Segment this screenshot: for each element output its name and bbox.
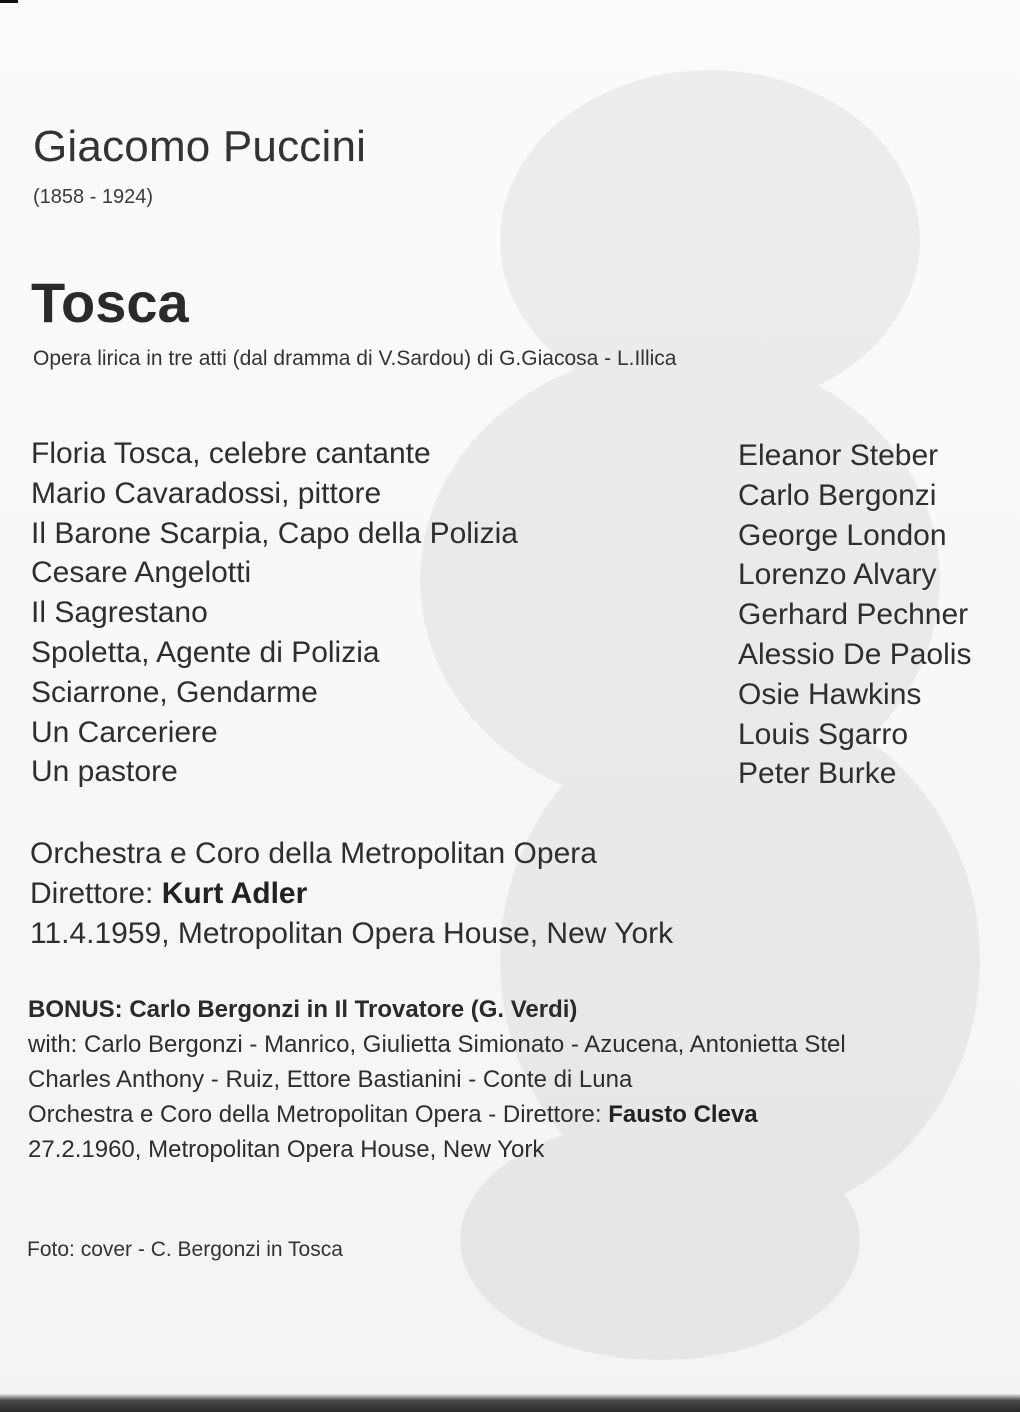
cast-singer: Osie Hawkins — [738, 677, 922, 711]
cast-singer: Eleanor Steber — [738, 439, 939, 472]
cast-role: Un Carceriere — [31, 715, 218, 749]
bonus-orchestra-line — [28, 1097, 846, 1132]
cast-role: Spoletta, Agente di Polizia — [31, 635, 380, 669]
bonus-block — [28, 992, 846, 1167]
cast-roles-list — [31, 434, 518, 792]
composer-dates: (1858 - 1924) — [33, 186, 154, 208]
cast-singer: Carlo Bergonzi — [738, 478, 937, 512]
bonus-orchestra-prefix: Orchestra e Coro della Metropolitan Opera - Direttore: — [28, 1101, 609, 1128]
scan-corner-mark — [0, 0, 18, 3]
cast-role: Il Sagrestano — [31, 596, 208, 630]
conductor-name: Kurt Adler — [161, 877, 308, 910]
orchestra-line: Orchestra e Coro della Metropolitan Opera — [30, 837, 597, 870]
bonus-performance-line: 27.2.1960, Metropolitan Opera House, New York — [28, 1136, 545, 1163]
conductor-prefix: Direttore: — [30, 877, 162, 910]
performance-line: 11.4.1959, Metropolitan Opera House, New York — [30, 917, 674, 950]
cast-singer: Alessio De Paolis — [738, 637, 972, 671]
cast-singer: Louis Sgarro — [738, 717, 909, 751]
cast-singer: George London — [738, 518, 947, 552]
composer-name: Giacomo Puccini — [33, 122, 367, 171]
cast-role: Il Barone Scarpia, Capo della Polizia — [31, 516, 518, 550]
bonus-cast-line: Charles Anthony - Ruiz, Ettore Bastianini - Conte di Luna — [28, 1066, 633, 1093]
conductor-line — [30, 874, 673, 914]
ensemble-block — [30, 834, 673, 954]
cast-role: Un pastore — [31, 755, 178, 789]
opera-title: Tosca — [31, 271, 189, 334]
cast-singers-list — [738, 436, 971, 794]
cast-role: Sciarrone, Gendarme — [31, 675, 318, 709]
cast-role: Floria Tosca, celebre cantante — [31, 437, 431, 470]
photo-credit: Foto: cover - C. Bergonzi in Tosca — [27, 1238, 343, 1261]
cast-singer: Gerhard Pechner — [738, 598, 969, 632]
cast-role: Cesare Angelotti — [31, 556, 252, 590]
cast-singer: Lorenzo Alvary — [738, 558, 937, 592]
bonus-heading: BONUS: Carlo Bergonzi in Il Trovatore (G. Verdi) — [28, 996, 578, 1023]
cast-singer: Peter Burke — [738, 757, 897, 791]
bonus-cast-line: with: Carlo Bergonzi - Manrico, Giulietta Simionato - Azucena, Antonietta Stel — [28, 1031, 846, 1058]
scan-bottom-edge — [0, 1394, 1020, 1412]
bonus-conductor-name: Fausto Cleva — [608, 1101, 758, 1128]
opera-subtitle: Opera lirica in tre atti (dal dramma di V.Sardou) di G.Giacosa - L.Illica — [33, 347, 677, 370]
cast-role: Mario Cavaradossi, pittore — [31, 476, 382, 510]
